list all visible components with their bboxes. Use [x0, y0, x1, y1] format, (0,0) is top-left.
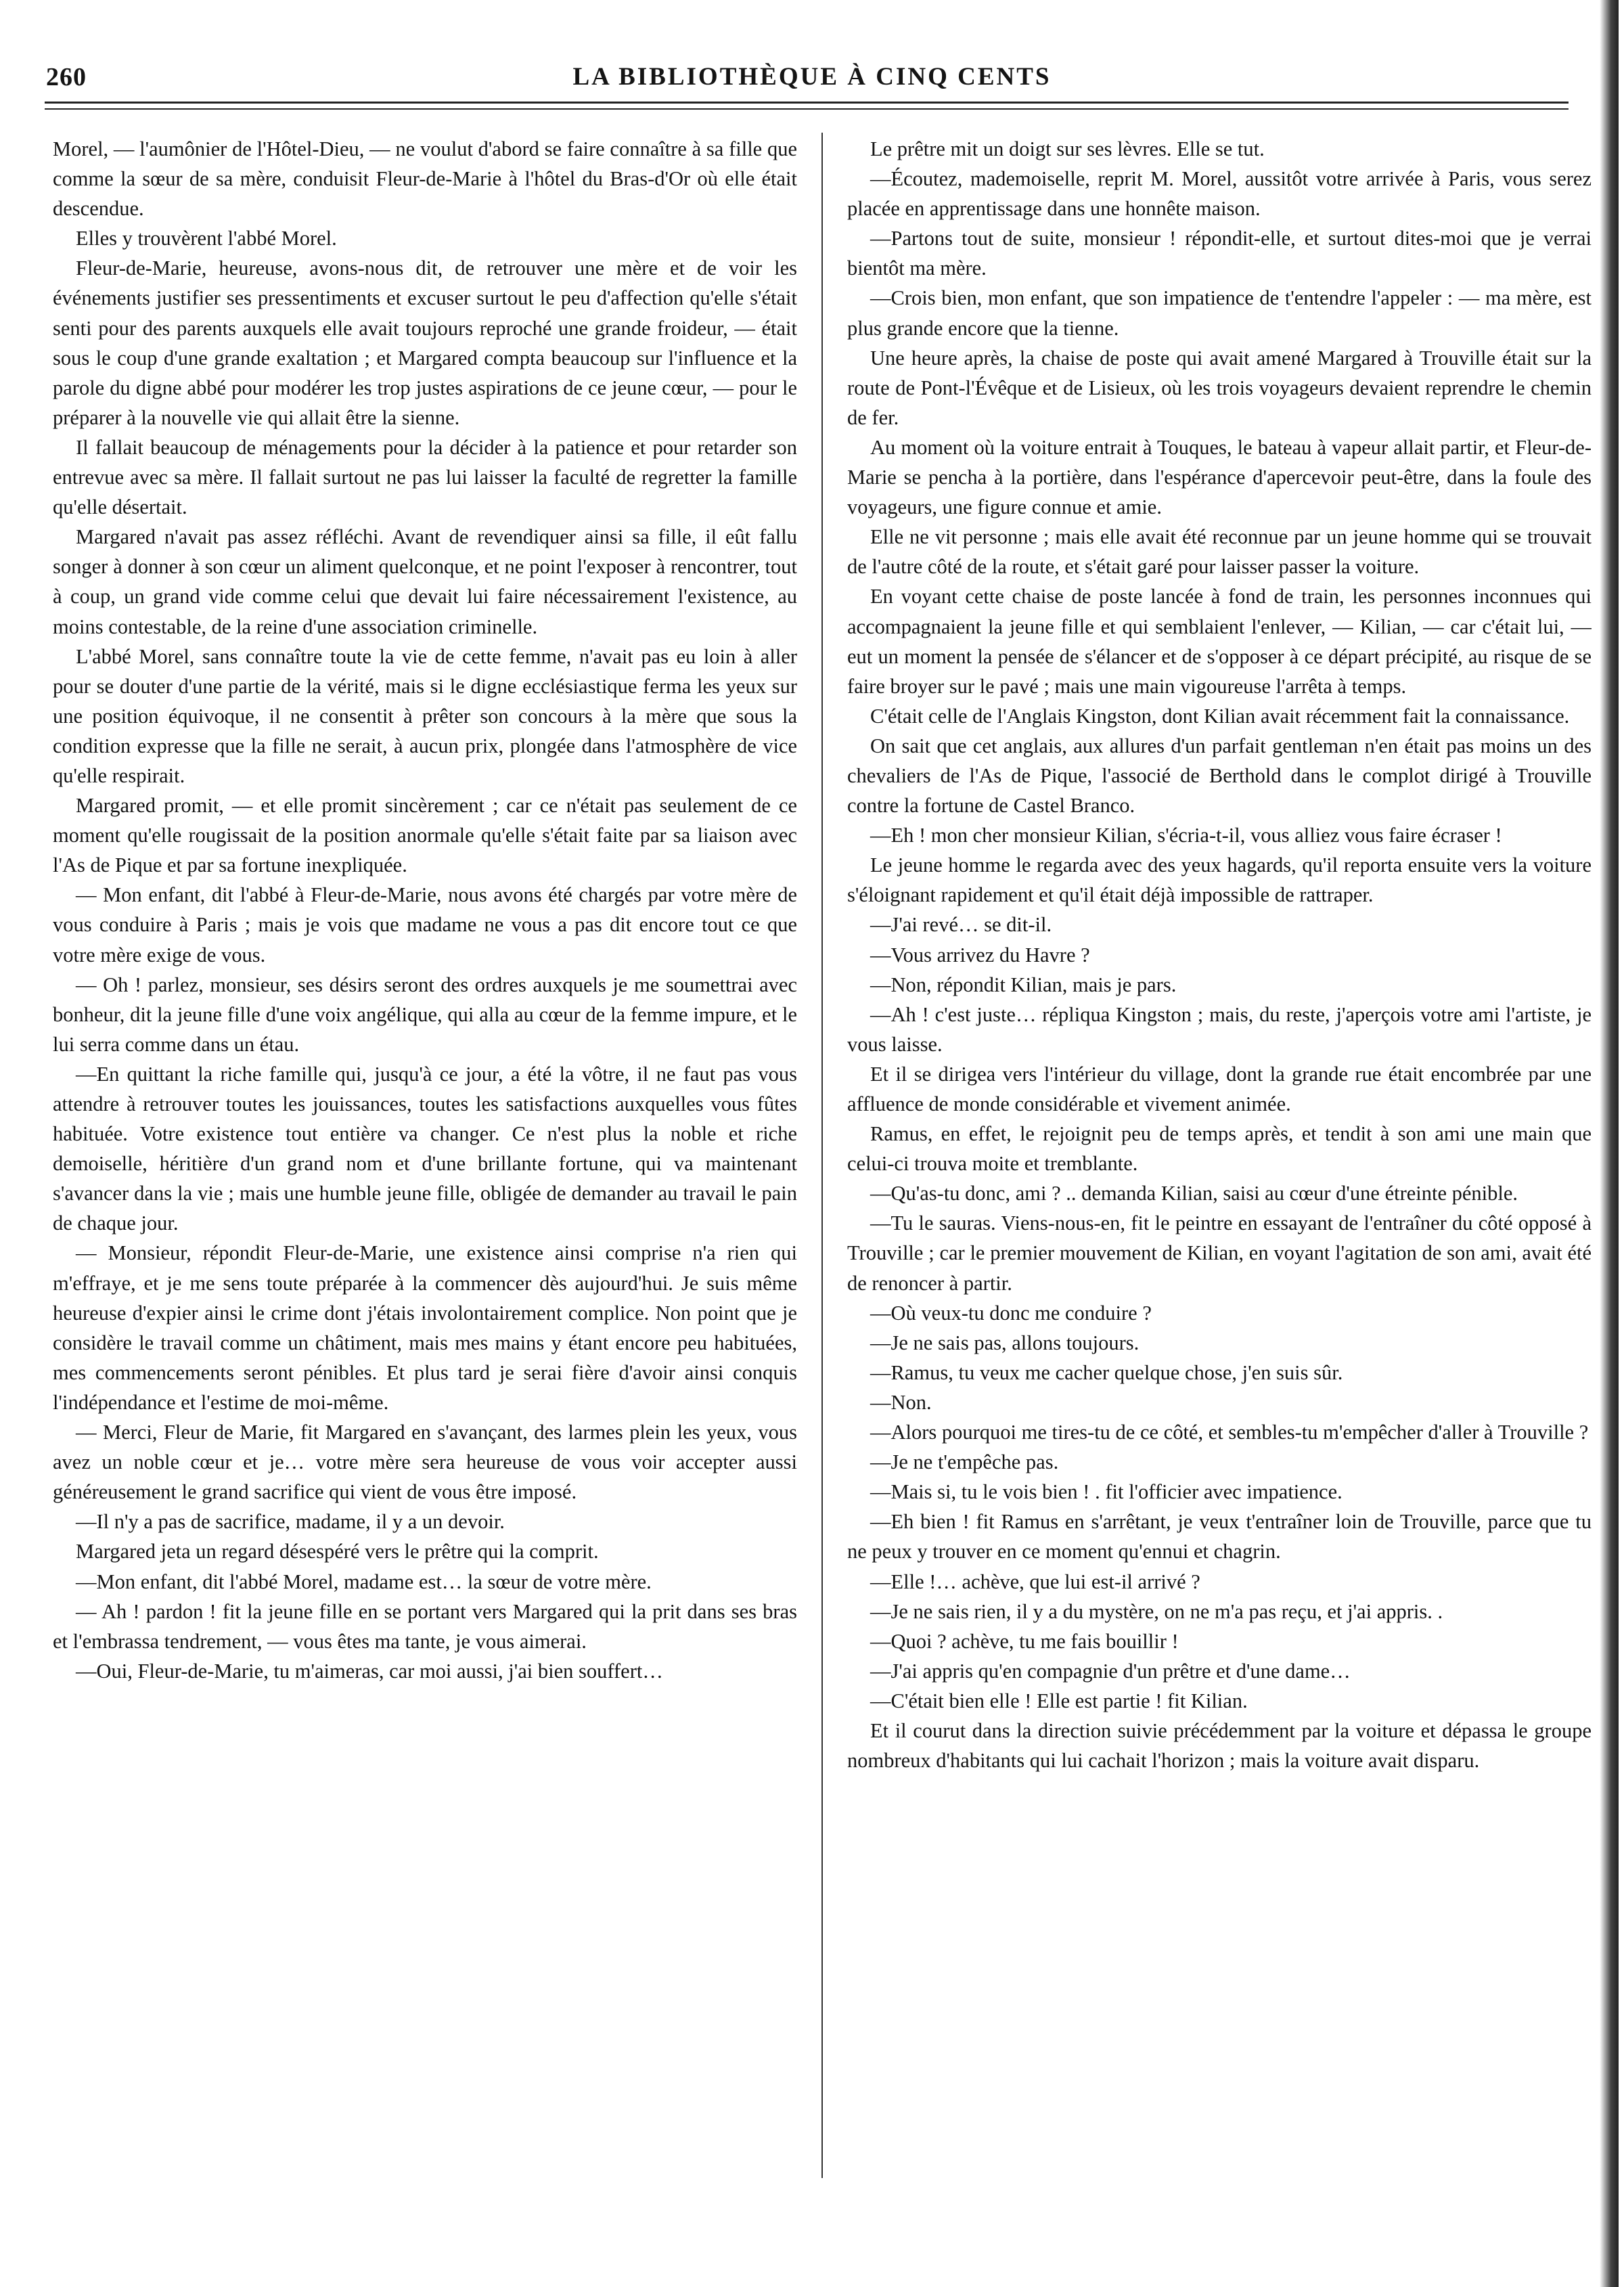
paragraph: Elle ne vit personne ; mais elle avait été reconnue par un jeune homme qui se trouvait de l'autre côté de la route, et s'était garé pour laisser passer la voiture.	[847, 525, 1592, 579]
paragraph: Au moment où la voiture entrait à Touques, le bateau à vapeur allait partir, et Fleur-de-Marie se pencha à la portière, dans l'espérance d'apercevoir peut-être, dans la foule des voyageurs, une figure connue et amie.	[847, 435, 1592, 519]
paragraph: —Tu le sauras. Viens-nous-en, fit le peintre en essayant de l'entraîner du côté opposé à Trouville ; car le premier mouvement de Kilian, en voyant l'agitation de son ami, avait été de renoncer à partir.	[847, 1212, 1592, 1295]
paragraph: Fleur-de-Marie, heureuse, avons-nous dit, de retrouver une mère et de voir les événements justifier ses pressentiments et excuser surtout le peu d'affection qu'elle s'était senti pour des parents auxquels elle avait toujours reproché une grande froideur, — était sous le coup d'une grande exaltation ; et Margared compta beaucoup sur l'influence et la parole du digne abbé pour modérer les trop justes aspirations de ce jeune cœur, — pour le préparer à la nouvelle vie qui allait être la sienne.	[53, 257, 797, 429]
paragraph: —Partons tout de suite, monsieur ! répondit-elle, et surtout dites-moi que je verrai bientôt ma mère.	[847, 227, 1592, 280]
paragraph: —Non, répondit Kilian, mais je pars.	[870, 973, 1177, 996]
paragraph: —Ramus, tu veux me cacher quelque chose, j'en suis sûr.	[870, 1360, 1343, 1384]
paragraph: Elles y trouvèrent l'abbé Morel.	[76, 227, 337, 250]
paragraph: L'abbé Morel, sans connaître toute la vie de cette femme, n'avait pas eu loin à aller pour se douter d'une partie de la vérité, mais si le digne ecclésiastique ferma les yeux sur une position équivoque, il ne consentit à prêter son concours à la mère que sous la condition expresse que la fille ne serait, à aucun prix, plongée dans l'atmosphère de vice qu'elle respirait.	[53, 644, 797, 787]
paragraph: —J'ai appris qu'en compagnie d'un prêtre et d'une dame…	[870, 1659, 1351, 1683]
header-rule-secondary	[45, 108, 1569, 110]
left-text-column	[53, 134, 797, 2239]
paragraph: —Oui, Fleur-de-Marie, tu m'aimeras, car moi aussi, j'ai bien souffert…	[76, 1659, 663, 1683]
paragraph: Et il courut dans la direction suivie précédemment par la voiture et dépassa le groupe nombreux d'habitants qui lui cachait l'horizon ; mais la voiture avait disparu.	[847, 1718, 1592, 1773]
paragraph: —C'était bien elle ! Elle est partie ! fit Kilian.	[870, 1689, 1248, 1712]
paragraph: — Monsieur, répondit Fleur-de-Marie, une existence ainsi comprise n'a rien qui m'effraye, et je me sens toute préparée à la commencer dès aujourd'hui. Je suis même heureuse d'expier ainsi le crime dont j'étais involontairement complice. Non point que je considère le travail comme un châtiment, mais mes mains y étant encore peu habituées, mes commencements seront pénibles. Et plus tard je serai fière d'avoir ainsi conquis l'indépendance et l'estime de moi-même.	[53, 1241, 797, 1414]
paragraph: —Non.	[870, 1390, 932, 1414]
paragraph: —Mais si, tu le vois bien ! . fit l'officier avec impatience.	[870, 1480, 1343, 1504]
paragraph: — Mon enfant, dit l'abbé à Fleur-de-Marie, nous avons été chargés par votre mère de vous conduire à Paris ; mais je vois que madame ne vous a pas dit encore tout ce que votre mère exige de vous.	[53, 883, 797, 967]
paragraph: —Vous arrivez du Havre ?	[870, 943, 1090, 967]
paragraph: Ramus, en effet, le rejoignit peu de temps après, et tendit à son ami une main que celui-ci trouva moite et tremblante.	[847, 1122, 1592, 1176]
paragraph: —Qu'as-tu donc, ami ? .. demanda Kilian, saisi au cœur d'une étreinte pénible.	[870, 1182, 1518, 1205]
paragraph: —Alors pourquoi me tires-tu de ce côté, et sembles-tu m'empêcher d'aller à Trouville ?	[870, 1421, 1589, 1444]
paragraph: Margared n'avait pas assez réfléchi. Avant de revendiquer ainsi sa fille, il eût fallu songer à donner à son cœur un aliment quelconque, et ne point l'exposer à rencontrer, tout à coup, un grand vide comme celui que devait lui faire nécessairement l'existence, au moins contestable, de la reine d'une association criminelle.	[53, 525, 797, 638]
header-rule	[45, 102, 1569, 104]
paragraph: —Crois bien, mon enfant, que son impatience de t'entendre l'appeler : — ma mère, est plus grande encore que la tienne.	[847, 286, 1592, 340]
paragraph: Et il se dirigea vers l'intérieur du village, dont la grande rue était encombrée par une affluence de monde considérable et vivement animée.	[847, 1062, 1592, 1115]
paragraph: Margared promit, — et elle promit sincèrement ; car ce n'était pas seulement de ce moment qu'elle rougissait de la position anormale qu'elle s'était faite par sa liaison avec l'As de Pique et par sa fortune inexpliquée.	[53, 794, 797, 877]
page-edge-shadow	[1600, 0, 1619, 2287]
paragraph: —Je ne t'empêche pas.	[870, 1450, 1059, 1474]
paragraph: C'était celle de l'Anglais Kingston, dont Kilian avait récemment fait la connaissance.	[870, 704, 1570, 728]
paragraph: —Quoi ? achève, tu me fais bouillir !	[870, 1629, 1179, 1653]
paragraph: Il fallait beaucoup de ménagements pour la décider à la patience et pour retarder son entrevue avec sa mère. Il fallait surtout ne pas lui laisser la faculté de regretter la famille qu'elle désertait.	[53, 435, 797, 519]
right-text-column	[847, 134, 1592, 2239]
running-title: LA BIBLIOTHÈQUE À CINQ CENTS	[572, 63, 1052, 91]
paragraph: —J'ai revé… se dit-il.	[870, 913, 1052, 937]
paragraph: —Je ne sais rien, il y a du mystère, on ne m'a pas reçu, et j'ai appris. .	[870, 1599, 1443, 1623]
paragraph: Une heure après, la chaise de poste qui avait amené Margared à Trouville était sur la route de Pont-l'Évêque et de Lisieux, où les trois voyageurs devaient reprendre le chemin de fer.	[847, 346, 1592, 429]
paragraph: Margared jeta un regard désespéré vers le prêtre qui la comprit.	[76, 1540, 599, 1563]
paragraph: Morel, — l'aumônier de l'Hôtel-Dieu, — ne voulut d'abord se faire connaître à sa fille que comme la sœur de sa mère, conduisit Fleur-de-Marie à l'hôtel du Bras-d'Or où elle était descendue.	[53, 137, 797, 221]
paragraph: —Il n'y a pas de sacrifice, madame, il y a un devoir.	[76, 1510, 505, 1534]
paragraph: En voyant cette chaise de poste lancée à fond de train, les personnes inconnues qui accompagnaient la jeune fille et qui semblaient l'enlever, — Kilian, — car c'était lui, — eut un moment la pensée de s'élancer et de s'opposer à ce départ précipité, au risque de se faire broyer sur le pavé ; mais une main vigoureuse l'arrêta à temps.	[847, 585, 1592, 698]
paragraph: —En quittant la riche famille qui, jusqu'à ce jour, a été la vôtre, il ne faut pas vous attendre à retrouver toutes les jouissances, toutes les satisfactions auxquelles vous fûtes habituée. Votre existence tout entière va changer. Ce n'est plus la noble et riche demoiselle, héritière d'un grand nom et d'une brillante fortune, qui va maintenant s'avancer dans la vie ; mais une humble jeune fille, obligée de demander au travail le pain de chaque jour.	[53, 1062, 797, 1235]
paragraph: —Où veux-tu donc me conduire ?	[870, 1301, 1152, 1325]
paragraph: —Écoutez, mademoiselle, reprit M. Morel, aussitôt votre arrivée à Paris, vous serez placée en apprentissage dans une honnête maison.	[847, 167, 1592, 221]
paragraph: On sait que cet anglais, aux allures d'un parfait gentleman n'en était pas moins un des chevaliers de l'As de Pique, l'associé de Berthold dans le complot dirigé à Trouville contre la fortune de Castel Branco.	[847, 734, 1592, 818]
paragraph: —Elle !… achève, que lui est-il arrivé ?	[870, 1570, 1200, 1593]
paragraph: —Mon enfant, dit l'abbé Morel, madame est… la sœur de votre mère.	[76, 1570, 652, 1593]
page-number: 260	[46, 63, 87, 91]
paragraph: —Eh ! mon cher monsieur Kilian, s'écria-t-il, vous alliez vous faire écraser !	[870, 824, 1502, 847]
paragraph: Le prêtre mit un doigt sur ses lèvres. Elle se tut.	[870, 137, 1265, 160]
column-divider	[821, 133, 823, 2178]
paragraph: — Oh ! parlez, monsieur, ses désirs seront des ordres auxquels je me soumettrai avec bonheur, dit la jeune fille d'une voix angélique, qui alla au cœur de la femme impure, et le lui serra comme dans un étau.	[53, 973, 797, 1056]
paragraph: —Eh bien ! fit Ramus en s'arrêtant, je veux t'entraîner loin de Trouville, parce que tu ne peux y trouver en ce moment qu'ennui et chagrin.	[847, 1510, 1592, 1563]
paragraph: —Ah ! c'est juste… répliqua Kingston ; mais, du reste, j'aperçois votre ami l'artiste, je vous laisse.	[847, 1002, 1592, 1056]
paragraph: — Ah ! pardon ! fit la jeune fille en se portant vers Margared qui la prit dans ses bras et l'embrassa tendrement, — vous êtes ma tante, je vous aimerai.	[53, 1599, 797, 1653]
paragraph: — Merci, Fleur de Marie, fit Margared en s'avançant, des larmes plein les yeux, vous avez un noble cœur et je… votre mère sera heureuse de vous voir accepter aussi généreusement le grand sacrifice qui vient de vous être imposé.	[53, 1421, 797, 1504]
paragraph: —Je ne sais pas, allons toujours.	[870, 1331, 1140, 1354]
paragraph: Le jeune homme le regarda avec des yeux hagards, qu'il reporta ensuite vers la voiture s'éloignant rapidement et qu'il était déjà impossible de rattraper.	[847, 853, 1592, 907]
